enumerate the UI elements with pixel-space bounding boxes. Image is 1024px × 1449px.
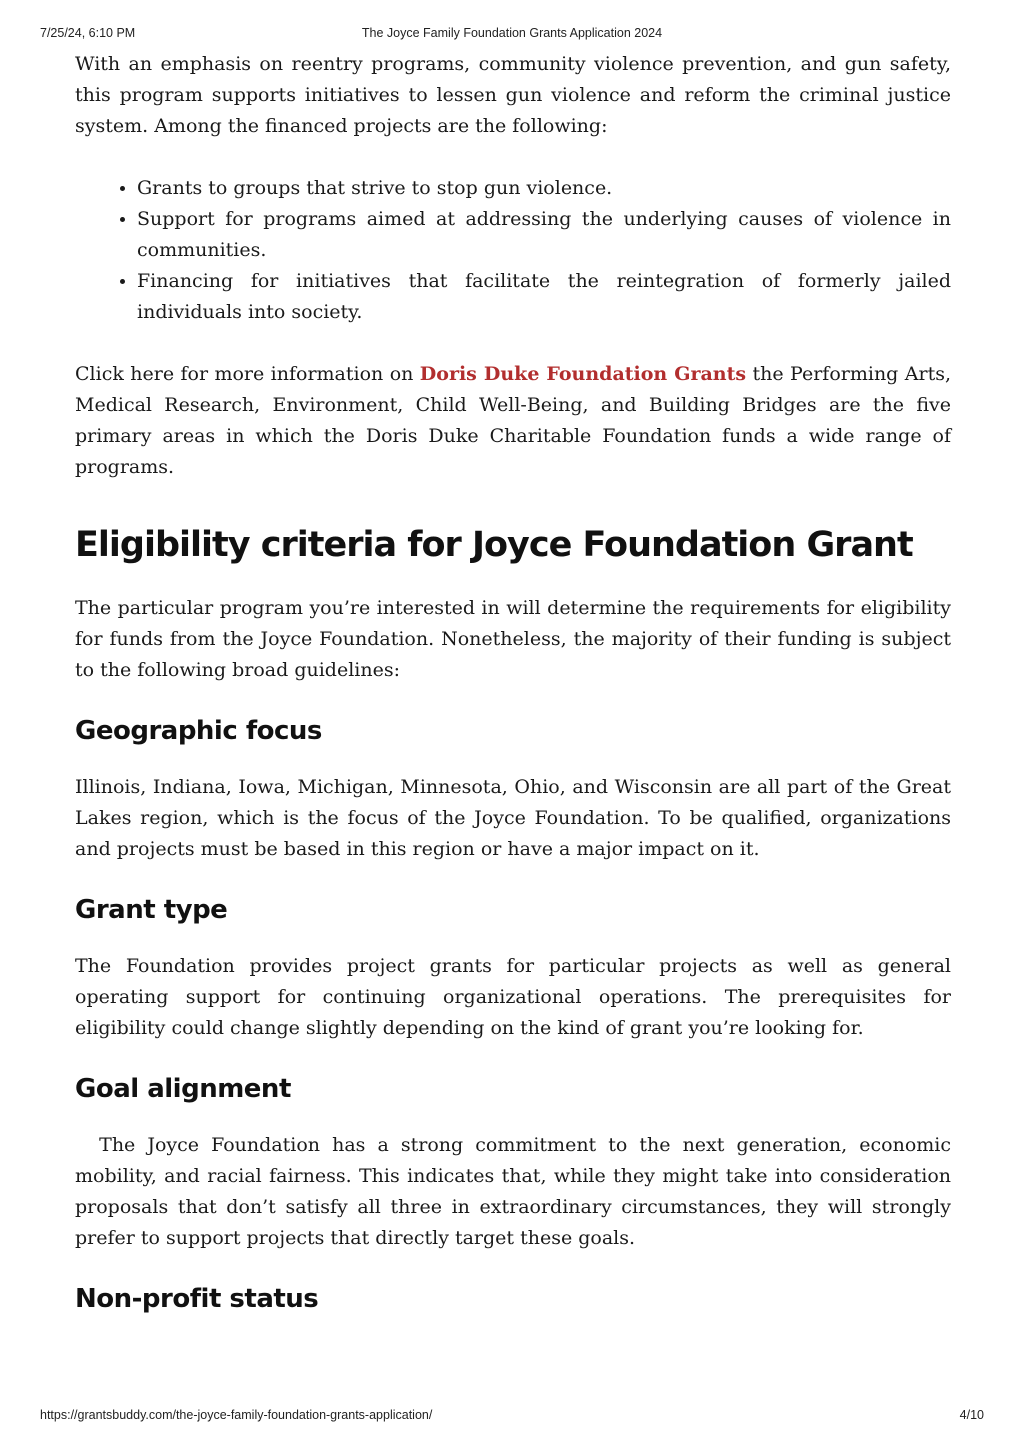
print-page-title: The Joyce Family Foundation Grants Application 2024 — [361, 26, 663, 40]
list-item: • Financing for initiatives that facilitate the reintegration of formerly jailed individuals into society. — [137, 266, 951, 328]
non-profit-status-heading: Non-profit status — [75, 1284, 319, 1314]
goal-alignment-heading: Goal alignment — [75, 1074, 291, 1104]
page-number: 4/10 — [959, 1408, 984, 1422]
goal-alignment-paragraph: The Joyce Foundation has a strong commitment to the next generation, economic mobility, and racial fairness. This indicates that, while they might take into consideration proposals that don’t satisfy all three in extraordinary circumstances, they will strongly prefer to support projects that directly target these goals. — [75, 1134, 958, 1249]
intro-paragraph: With an emphasis on reentry programs, community violence prevention, and gun safety, this program supports initiatives to lessen gun violence and reform the criminal justice system. Among the financed projects are the following: — [75, 53, 951, 137]
list-item: • Grants to groups that strive to stop gun violence. — [137, 173, 951, 204]
geographic-focus-heading: Geographic focus — [75, 716, 322, 746]
print-footer — [40, 1408, 984, 1424]
print-url: https://grantsbuddy.com/the-joyce-family-foundation-grants-application/ — [40, 1408, 433, 1422]
grant-type-heading: Grant type — [75, 895, 228, 925]
grant-type-paragraph: The Foundation provides project grants for particular projects as well as general operating support for continuing organizational operations. The prerequisites for eligibility could change slightly depending on the kind of grant you’re looking for. — [75, 955, 951, 1039]
doris-duke-paragraph — [75, 359, 951, 483]
doris-duke-lead-text: Click here for more information on — [75, 363, 420, 385]
eligibility-paragraph: The particular program you’re interested in will determine the requirements for eligibility for funds from the Joyce Foundation. Nonetheless, the majority of their funding is subject to the following broad guidelines: — [75, 597, 951, 681]
funded-projects-list — [75, 173, 951, 328]
doris-duke-grants-link[interactable]: Doris Duke Foundation Grants — [419, 363, 747, 385]
eligibility-heading: Eligibility criteria for Joyce Foundation Grant — [75, 525, 913, 565]
article-content — [75, 49, 958, 1316]
geographic-focus-paragraph: Illinois, Indiana, Iowa, Michigan, Minnesota, Ohio, and Wisconsin are all part of the Great Lakes region, which is the focus of the Joyce Foundation. To be qualified, organizations and projects must be based in this region or have a major impact on it. — [75, 776, 951, 860]
print-date: 7/25/24, 6:10 PM — [40, 26, 136, 40]
list-item: • Support for programs aimed at addressing the underlying causes of violence in communities. — [137, 204, 951, 266]
doris-duke-trailing-text: the Performing Arts, Medical Research, Environment, Child Well-Being, and Building Bridges are the five primary areas in which the Doris Duke Charitable Foundation funds a wide range of programs. — [75, 363, 951, 478]
print-header — [40, 26, 984, 42]
